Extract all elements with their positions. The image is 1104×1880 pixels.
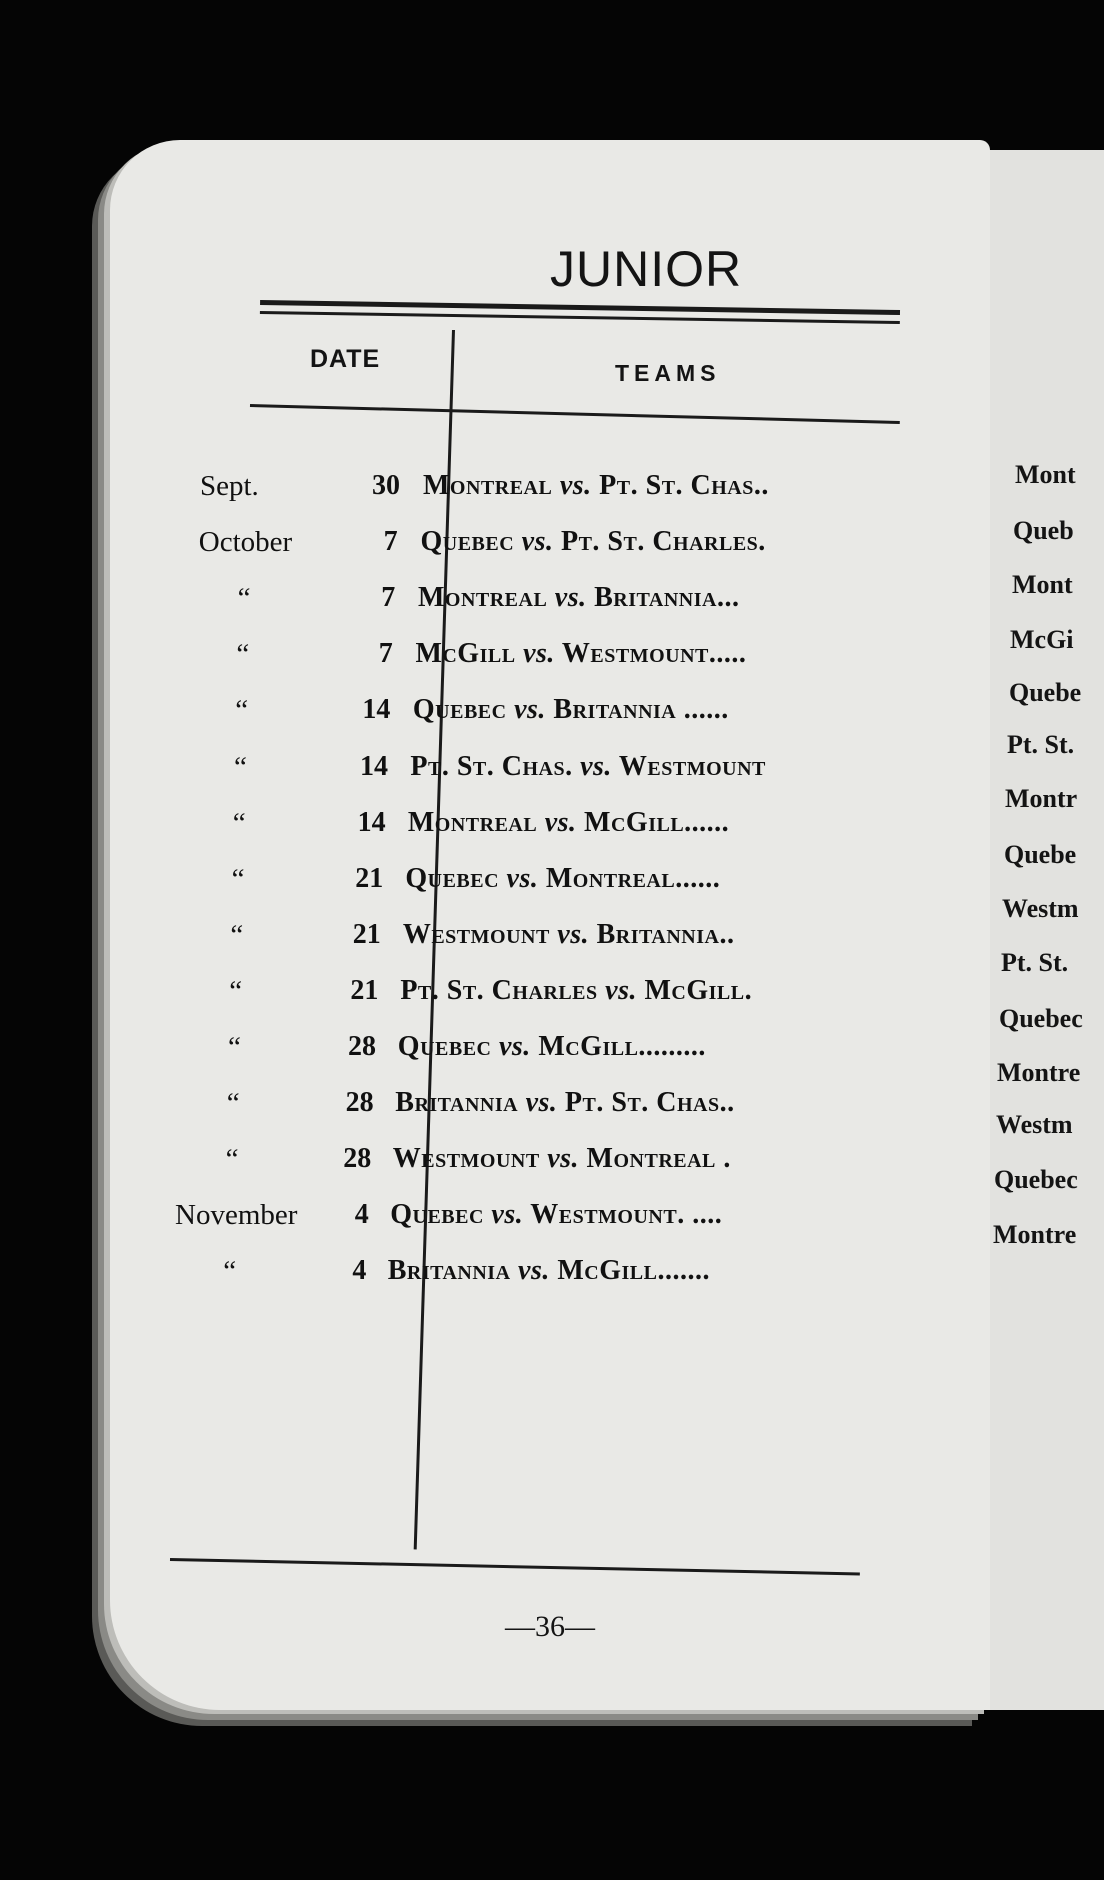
facing-page-line: Queb — [1013, 516, 1074, 545]
ditto-mark: “ — [225, 1143, 239, 1176]
fixture-day: 21 — [355, 862, 384, 894]
versus-label: vs. — [605, 974, 637, 1006]
fixture-month: Sept. — [200, 470, 259, 502]
fixture-row — [170, 526, 930, 576]
versus-label: vs. — [554, 582, 587, 614]
home-team: Westmount — [392, 1143, 540, 1175]
fixture-month: October — [198, 526, 293, 559]
fixture-row — [170, 1143, 930, 1193]
ditto-mark: “ — [223, 1255, 237, 1288]
home-team: Quebec — [405, 862, 500, 894]
ditto-mark: “ — [234, 750, 247, 783]
fixture-row — [170, 582, 930, 632]
fixture-day: 7 — [383, 526, 398, 558]
fixture-row — [170, 863, 930, 913]
facing-page-line: Mont — [1015, 460, 1076, 489]
fixture-teams — [403, 919, 735, 951]
away-team: Montreal...... — [545, 862, 721, 894]
away-team: Pt. St. Chas.. — [599, 470, 769, 501]
fixture-day: 4 — [352, 1255, 367, 1287]
fixture-row — [170, 638, 930, 688]
bottom-rule — [170, 1558, 860, 1575]
away-team: McGill. — [644, 974, 753, 1006]
fixture-teams — [390, 1199, 722, 1231]
home-team: Pt. St. Chas. — [410, 750, 573, 782]
fixture-day: 4 — [354, 1199, 369, 1231]
fixture-teams — [415, 638, 746, 670]
facing-page-line: Pt. St. — [1001, 948, 1069, 977]
fixture-row — [170, 1031, 930, 1081]
away-team: McGill......... — [538, 1031, 706, 1062]
fixture-day: 14 — [360, 750, 388, 782]
fixture-teams — [398, 1031, 706, 1063]
ditto-mark: “ — [236, 638, 250, 671]
versus-label: vs. — [521, 526, 554, 558]
facing-page-line: Quebec — [999, 1004, 1083, 1033]
fixture-row — [170, 919, 930, 969]
away-team: Westmount. .... — [530, 1199, 723, 1231]
home-team: Britannia — [387, 1255, 511, 1287]
home-team: Quebec — [412, 694, 507, 726]
fixture-teams — [393, 1143, 731, 1175]
fixture-teams — [400, 975, 752, 1007]
fixture-teams — [395, 1087, 734, 1119]
schedule-page — [110, 140, 990, 1710]
fixture-row — [170, 975, 930, 1025]
versus-label: vs. — [557, 918, 590, 950]
away-team: Britannia... — [594, 582, 740, 614]
facing-page-line: Quebec — [994, 1165, 1078, 1194]
facing-page-line: Quebe — [1004, 840, 1077, 869]
home-team: Montreal — [407, 806, 538, 838]
facing-page-line: Montre — [993, 1220, 1077, 1249]
fixture-day: 30 — [372, 470, 400, 501]
fixture-teams — [420, 526, 765, 558]
column-header-teams: TEAMS — [615, 360, 721, 386]
away-team: Pt. St. Charles. — [560, 526, 766, 558]
away-team: McGill....... — [557, 1255, 710, 1287]
home-team: Montreal — [417, 582, 548, 614]
versus-label: vs. — [559, 470, 592, 501]
home-team: Quebec — [397, 1031, 492, 1062]
fixture-row — [170, 470, 930, 520]
title-double-rule — [260, 300, 900, 324]
away-team: Pt. St. Chas.. — [564, 1087, 735, 1119]
page-number: —36— — [505, 1610, 595, 1643]
away-team: Montreal . — [586, 1143, 731, 1175]
fixture-row — [170, 1255, 930, 1305]
home-team: Westmount — [402, 918, 550, 950]
ditto-mark: “ — [230, 918, 244, 951]
fixture-teams — [408, 807, 729, 839]
fixture-day: 21 — [350, 974, 379, 1006]
ditto-mark: “ — [228, 1031, 241, 1063]
ditto-mark: “ — [229, 974, 243, 1007]
header-rule — [250, 404, 900, 424]
fixture-month: November — [175, 1199, 298, 1232]
fixture-day: 28 — [343, 1143, 372, 1175]
ditto-mark: “ — [226, 1087, 240, 1120]
away-team: Westmount..... — [561, 638, 747, 670]
facing-page-line: Quebe — [1009, 678, 1082, 707]
fixture-day: 21 — [352, 918, 381, 950]
fixture-day: 14 — [362, 694, 391, 726]
versus-label: vs. — [580, 750, 612, 782]
fixture-teams — [405, 863, 720, 895]
fixture-teams — [423, 470, 769, 502]
away-team: McGill...... — [584, 806, 730, 838]
versus-label: vs. — [506, 862, 539, 894]
away-team: Britannia ...... — [553, 694, 729, 726]
home-team: Quebec — [390, 1199, 484, 1231]
facing-page — [975, 150, 1104, 1710]
versus-label: vs. — [544, 806, 577, 838]
away-team: Westmount — [618, 750, 766, 782]
facing-page-line: Montr — [1005, 784, 1078, 813]
fixture-row — [170, 1087, 930, 1137]
fixture-teams — [413, 694, 729, 726]
fixture-row — [170, 751, 930, 801]
home-team: Pt. St. Charles — [400, 974, 598, 1006]
ditto-mark: “ — [232, 806, 246, 839]
column-header-date: DATE — [310, 345, 381, 373]
facing-page-line: Westm — [1002, 894, 1079, 923]
fixture-day: 7 — [378, 638, 393, 670]
fixture-teams — [388, 1255, 710, 1287]
versus-label: vs. — [491, 1199, 524, 1231]
versus-label: vs. — [518, 1255, 550, 1287]
versus-label: vs. — [525, 1087, 558, 1119]
home-team: Quebec — [420, 526, 515, 558]
fixture-teams — [418, 582, 740, 614]
fixture-teams — [410, 751, 766, 783]
fixture-row — [170, 694, 930, 744]
fixture-row — [170, 1199, 930, 1249]
fixture-day: 28 — [348, 1031, 376, 1062]
page-title: JUNIOR — [550, 241, 743, 297]
fixture-day: 28 — [345, 1087, 374, 1119]
facing-page-line: Westm — [996, 1110, 1073, 1139]
away-team: Britannia.. — [596, 918, 735, 950]
facing-page-line: Montre — [997, 1058, 1081, 1087]
home-team: McGill — [415, 638, 516, 670]
versus-label: vs. — [498, 1031, 531, 1062]
ditto-mark: “ — [237, 582, 251, 615]
home-team: Montreal — [423, 470, 553, 501]
versus-label: vs. — [523, 638, 555, 670]
versus-label: vs. — [514, 694, 546, 726]
versus-label: vs. — [547, 1143, 580, 1175]
home-team: Britannia — [395, 1087, 519, 1119]
fixture-day: 14 — [357, 806, 386, 838]
fixture-day: 7 — [381, 582, 396, 614]
ditto-mark: “ — [235, 694, 249, 727]
facing-page-line: McGi — [1010, 625, 1074, 654]
ditto-mark: “ — [231, 862, 245, 895]
fixture-row — [170, 807, 930, 857]
facing-page-line: Mont — [1012, 570, 1073, 599]
facing-page-line: Pt. St. — [1007, 730, 1075, 759]
